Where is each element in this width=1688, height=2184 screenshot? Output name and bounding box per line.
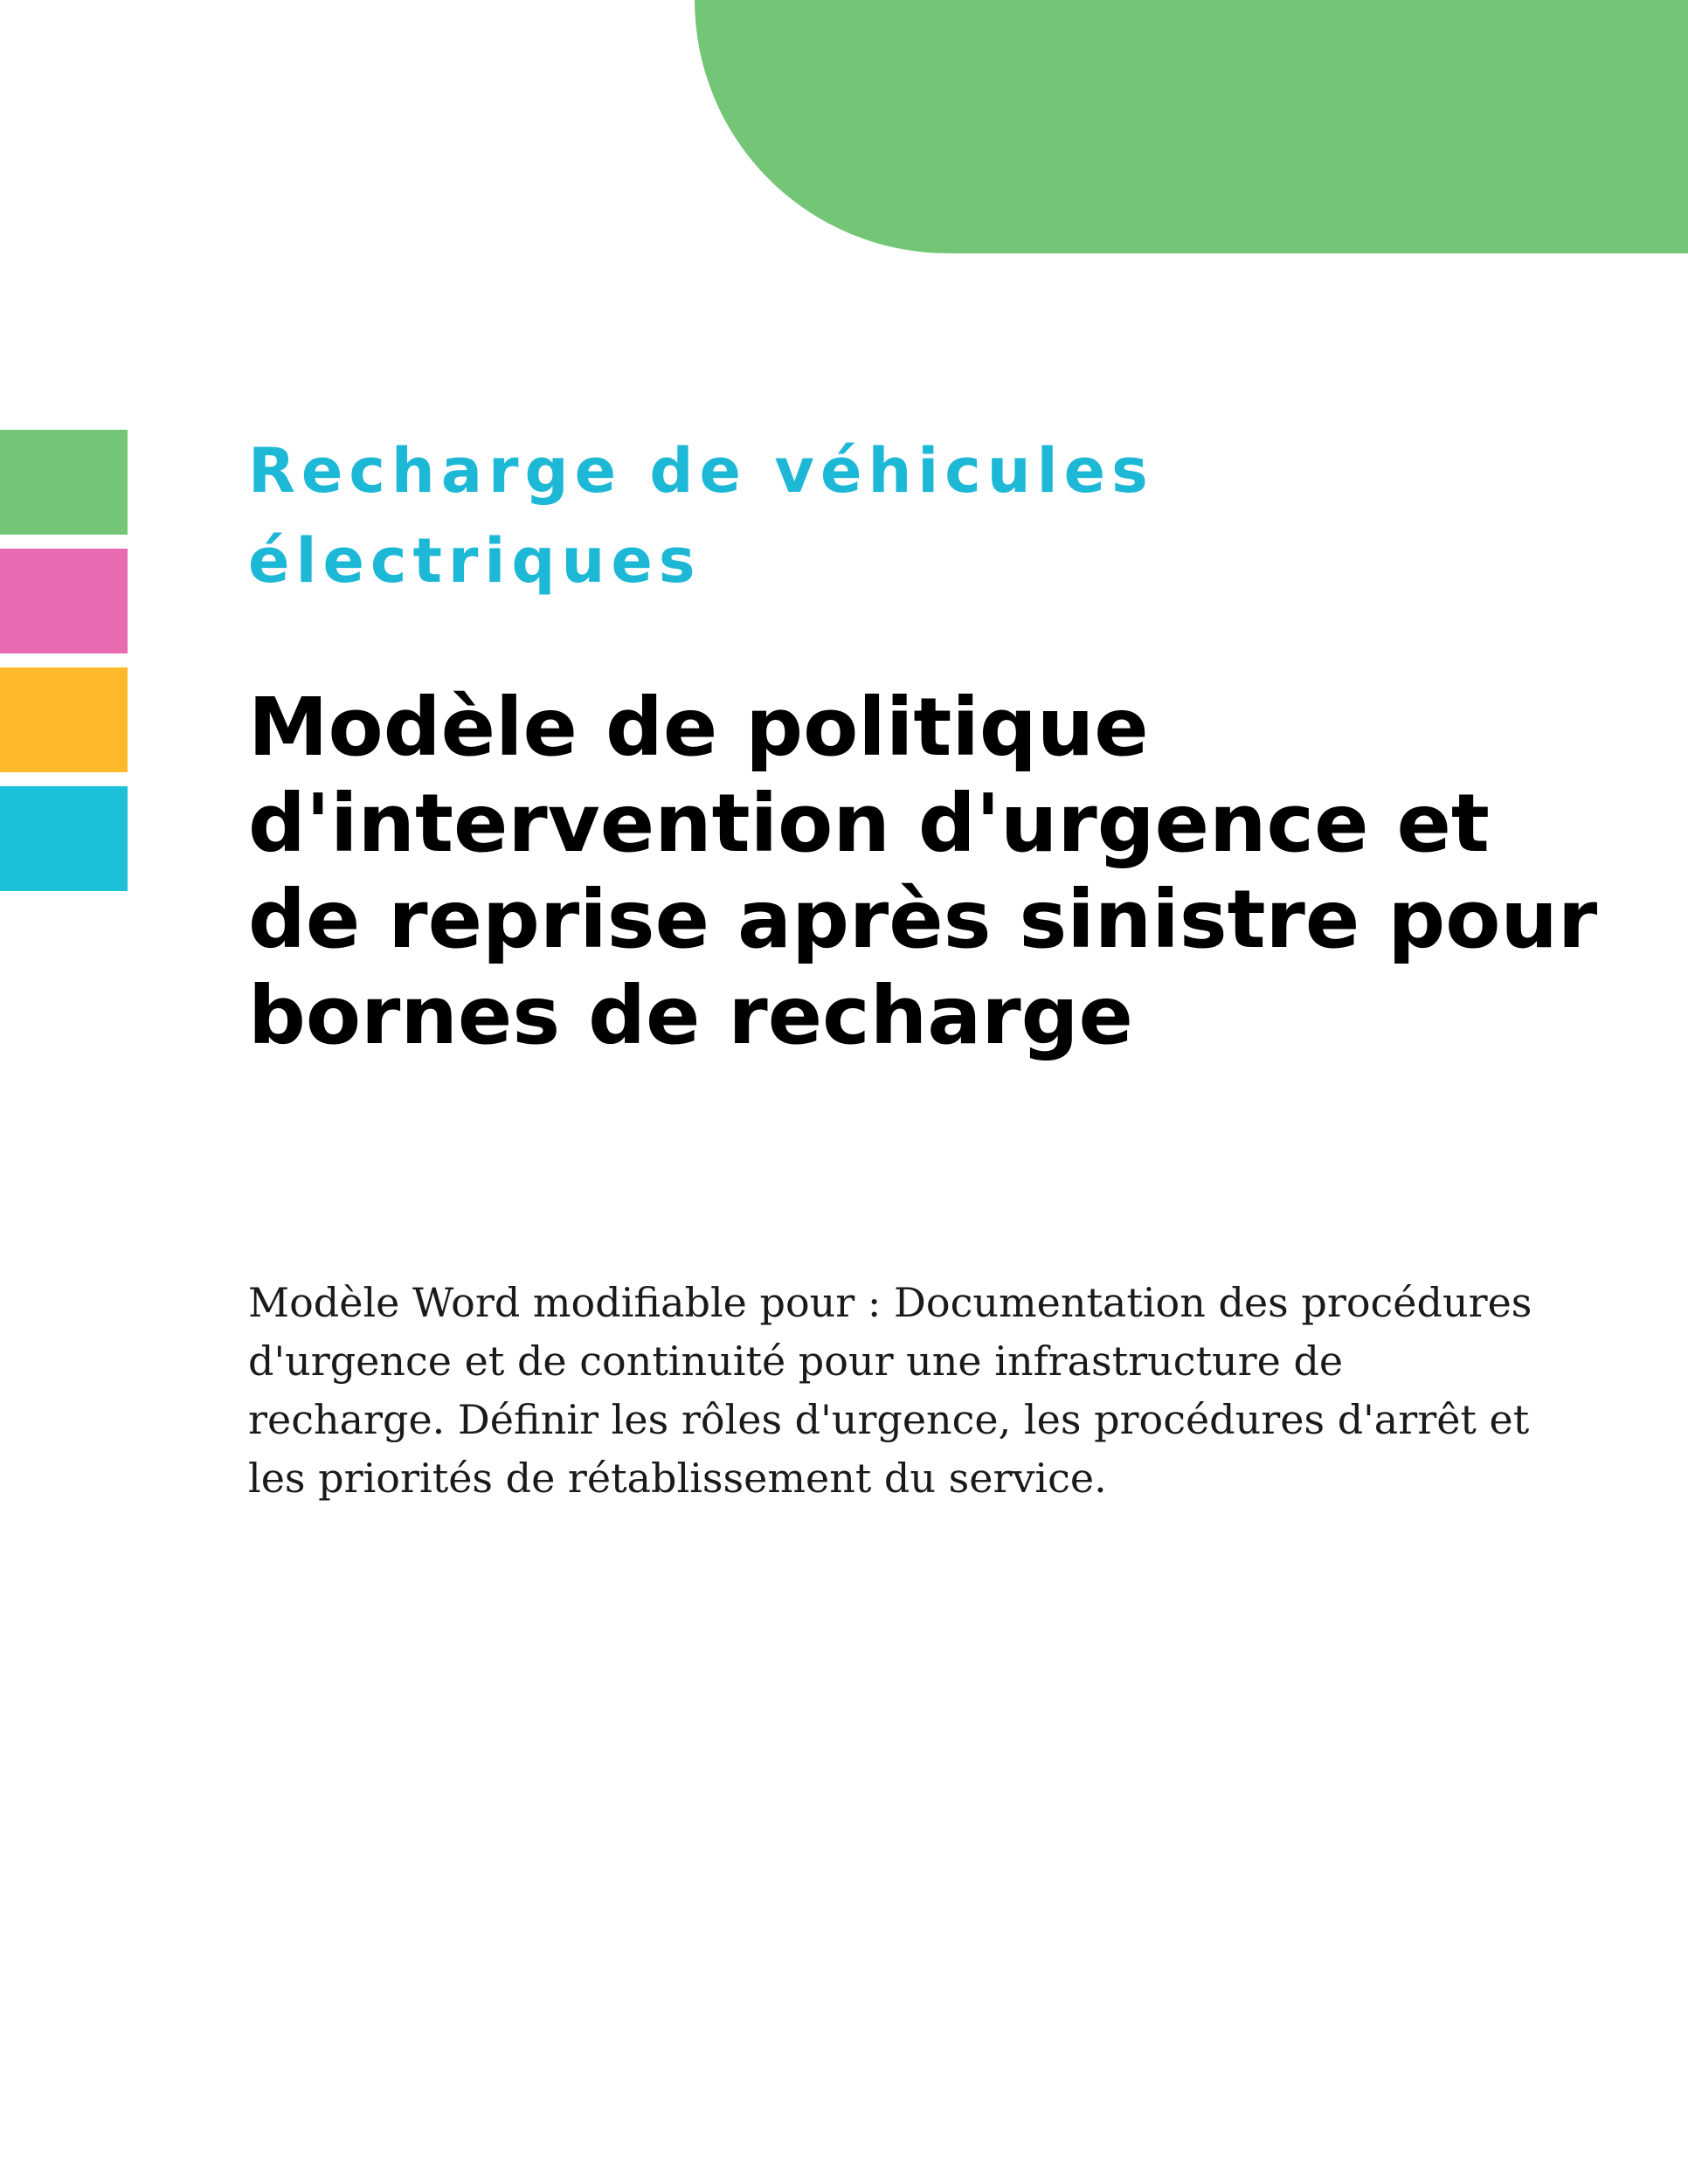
top-decorative-shape [695, 0, 1688, 253]
color-bar-pink [0, 549, 128, 653]
color-bar-cyan [0, 786, 128, 891]
description-paragraph: Modèle Word modifiable pour : Documentation des procédures d'urgence et de continuité pour une infrastructure de recharge. Définir les rôles d'urgence, les procédures d'arrêt et les priorités de rétablissement du service. [248, 1279, 1532, 1502]
color-bar-yellow [0, 667, 128, 772]
eyebrow-heading: Recharge de véhicules électriques [248, 435, 1154, 597]
page-title: Modèle de politique d'intervention d'urgence et de reprise après sinistre pour bornes de recharge [248, 681, 1598, 1062]
color-bar-green [0, 430, 128, 535]
